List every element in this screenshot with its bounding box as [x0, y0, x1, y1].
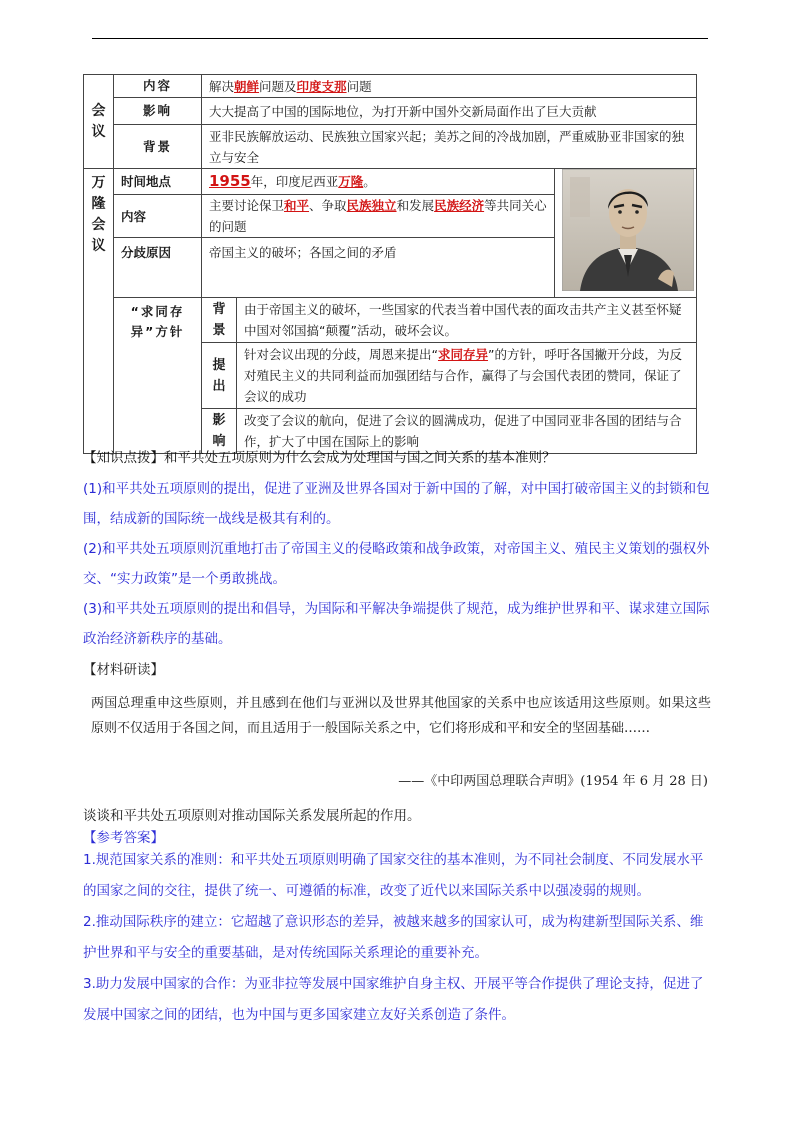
plain-text: 针对会议出现的分歧，周恩来提出“	[244, 347, 438, 362]
row-label-time-place: 时间地点	[114, 169, 202, 195]
knowledge-point-3: (3)和平共处五项原则的提出和倡导，为国际和平解决争端提供了规范，成为维护世界和平、谋求建立国际政治经济新秩序的基础。	[83, 601, 710, 647]
sub-value-background	[237, 298, 697, 343]
plain-text: 年，印度尼西亚	[250, 174, 339, 189]
sub-label-impact: 影 响	[202, 409, 237, 454]
highlight-text: 和平	[284, 198, 310, 213]
answer-point-3: 3.助力发展中国家的合作：为亚非拉等发展中国家维护自身主权、开展平等合作提供了理论支持，促进了发展中国家之间的团结，也为中国与更多国家建立友好关系创造了条件。	[83, 976, 704, 1023]
zhou-enlai-photo-cell	[555, 169, 697, 298]
highlight-text: 万隆	[338, 174, 364, 189]
row-value-background	[202, 125, 697, 169]
plain-text: ”的方针，呼吁各国撇开分歧，为反对殖民主义的共同利益而加强团结与合作，赢得了与会国代表团的赞同，保证了会议的成功	[244, 347, 682, 404]
plain-text: 等共同关心的问题	[209, 198, 547, 234]
material-title: 【材料研读】	[83, 662, 164, 678]
sub-label-background: 背 景	[202, 298, 237, 343]
material-quote: 两国总理重申这些原则，并且感到在他们与亚洲以及世界其他国家的关系中也应该适用这些原则。如果这些原则不仅适用于各国之间，而且适用于一般国际关系之中，它们将形成和平和安全的坚固基础……	[91, 696, 711, 736]
bandung-category: 万 隆 会 议	[84, 169, 114, 454]
highlight-text: 民族独立	[346, 198, 397, 213]
row-value-impact	[202, 98, 697, 125]
plain-text: 解决	[209, 78, 235, 94]
plain-text: 由于帝国主义的破坏，一些国家的代表当着中国代表的面攻击共产主义甚至怀疑中国对邻国搞“颠覆”活动，破坏会议。	[244, 302, 682, 338]
row-value-time-place	[202, 169, 555, 195]
answer-title: 【参考答案】	[83, 830, 164, 846]
policy-label: “求同存异”方针	[114, 298, 202, 454]
geneva-category: 会 议	[84, 75, 114, 169]
plain-text: 改变了会议的航向，促进了会议的圆满成功，促进了中国同亚非各国的团结与合作，扩大了中国在国际上的影响	[244, 413, 682, 449]
plain-text: 和发展	[396, 198, 435, 213]
highlight-text: 印度支那	[296, 78, 347, 94]
row-label-impact: 影响	[114, 98, 202, 125]
header-rule	[92, 38, 708, 39]
plain-text: 问题及	[259, 78, 297, 94]
highlight-text: 朝鲜	[234, 78, 260, 94]
plain-text: 主要讨论保卫	[209, 198, 285, 213]
knowledge-title: 【知识点拨】和平共处五项原则为什么会成为处理国与国之间关系的基本准则？	[83, 450, 556, 466]
plain-text: 亚非民族解放运动、民族独立国家兴起；美苏之间的冷战加剧，严重威胁亚非国家的独立与安全	[209, 128, 685, 165]
row-value-content	[202, 75, 697, 98]
highlight-text: 求同存异	[437, 347, 488, 362]
knowledge-point-1: (1)和平共处五项原则的提出，促进了亚洲及世界各国对于新中国的了解，对中国打破帝国主义的封锁和包围，结成新的国际统一战线是极其有利的。	[83, 481, 710, 527]
highlight-text: 民族经济	[434, 198, 485, 213]
conference-table	[83, 74, 697, 454]
plain-text: 。	[363, 174, 376, 189]
row-value-divergence: 帝国主义的破坏；各国之间的矛盾	[202, 238, 555, 298]
plain-text: 、争取	[309, 198, 347, 213]
row-label-background: 背景	[114, 125, 202, 169]
answer-point-2: 2.推动国际秩序的建立：它超越了意识形态的差异，被越来越多的国家认可，成为构建新型国际关系、维护世界和平与安全的重要基础，是对传统国际关系理论的重要补充。	[83, 914, 704, 961]
zhou-enlai-photo	[562, 169, 694, 291]
row-value-conf-content	[202, 195, 555, 238]
row-label-divergence: 分歧原因	[114, 238, 202, 298]
material-question: 谈谈和平共处五项原则对推动国际关系发展所起的作用。	[83, 808, 421, 824]
plain-text: 大大提高了中国的国际地位，为打开新中国外交新局面作出了巨大贡献	[209, 103, 597, 119]
row-label-conf-content: 内容	[114, 195, 202, 238]
knowledge-point-2: (2)和平共处五项原则沉重地打击了帝国主义的侵略政策和战争政策，对帝国主义、殖民主义策划的强权外交、“实力政策”是一个勇敢挑战。	[83, 541, 710, 587]
sub-label-proposal: 提 出	[202, 343, 237, 409]
material-source: ——《中印两国总理联合声明》(1954 年 6 月 28 日)	[398, 774, 708, 789]
answer-point-1: 1.规范国家关系的准则：和平共处五项原则明确了国家交往的基本准则，为不同社会制度、不同发展水平的国家之间的交往，提供了统一、可遵循的标准，改变了近代以来国际关系中以强凌弱的规则。	[83, 852, 704, 899]
plain-text: 问题	[346, 78, 372, 94]
highlight-text: 1955	[209, 172, 251, 190]
row-label-content: 内容	[114, 75, 202, 98]
sub-value-proposal	[237, 343, 697, 409]
